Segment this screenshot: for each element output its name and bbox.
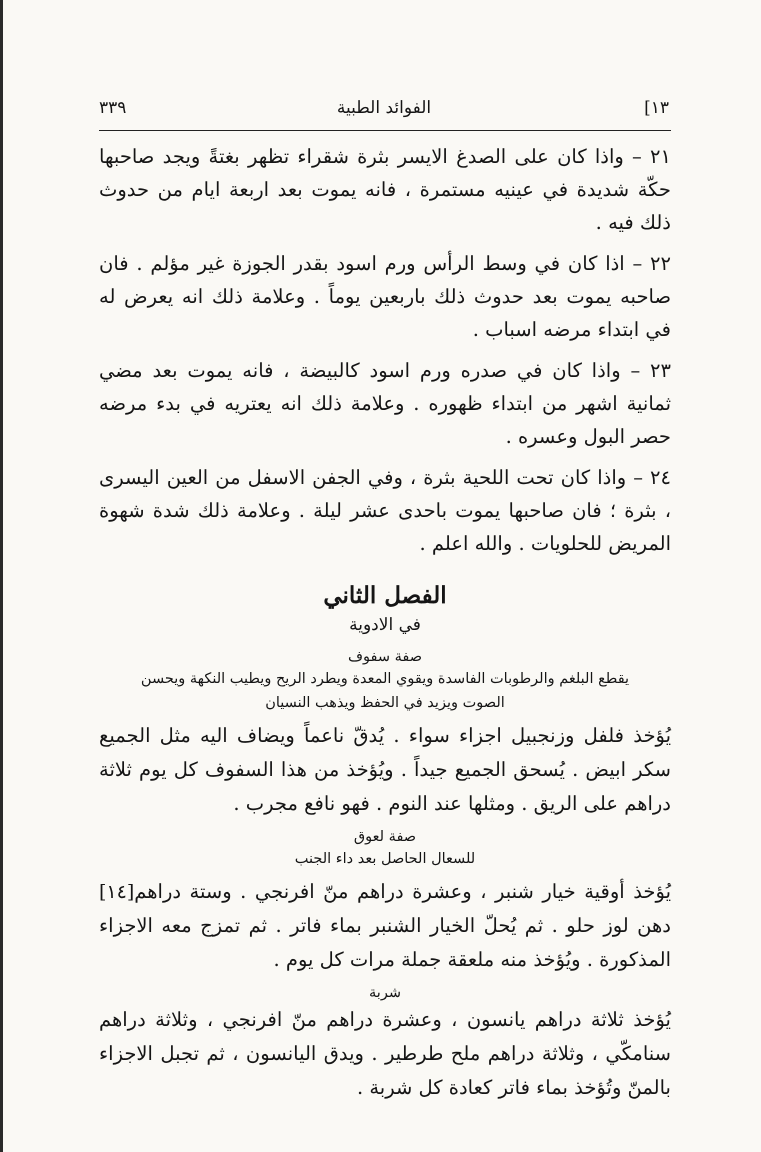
- recipe-title-laouq: صفة لعوق: [353, 829, 417, 845]
- page-reference: ١٣]: [644, 98, 669, 118]
- chapter-subtitle: في الادوية: [349, 615, 421, 635]
- page-number: ٣٣٩: [99, 98, 127, 118]
- paragraph-21: ٢١ – واذا كان على الصدغ الايسر بثرة شقراء تظهر بغتةً ويجد صاحبها حكّة شديدة في عينيه مستمرة ، فانه يموت بعد اربعة ايام من حدوث ذلك فيه .: [99, 145, 671, 234]
- recipe-text-laouq: [99, 875, 671, 977]
- recipe-title-sharba: شربة: [369, 985, 401, 1001]
- paragraph-23: ٢٣ – واذا كان في صدره ورم اسود كالبيضة ، فانه يموت بعد مضي ثمانية اشهر من ابتداء ظهوره . وعلامة ذلك انه يعتريه في بدء مرضه حصر البول وعسره .: [99, 359, 671, 448]
- recipe-text-safuf: يُؤخذ فلفل وزنجبيل اجزاء سواء . يُدقّ ناعماً ويضاف اليه مثل الجميع سكر ابيض . يُسحق الجميع جيداً . ويُؤخذ من هذا السفوف كل يوم ثلاثة دراهم على الريق . ومثلها عند النوم . فهو نافع مجرب .: [99, 724, 671, 815]
- recipe-title-safuf: صفة سفوف: [347, 649, 423, 665]
- recipe-note-safuf: يقطع البلغم والرطوبات الفاسدة ويقوي المعدة ويطرد الريح ويطيب النكهة ويحسن الصوت ويزيد في الحفظ ويذهب النسيان: [140, 671, 630, 711]
- running-title: الفوائد الطبية: [336, 98, 432, 118]
- page-body: [99, 140, 671, 1113]
- recipe-text-sharba: يُؤخذ ثلاثة دراهم يانسون ، وعشرة دراهم منّ افرنجي ، وثلاثة دراهم سنامكّي ، وثلاثة دراهم ملح طرطير . ويدق اليانسون ، ثم تجبل الاجزاء بالمنّ وتُؤخذ بماء فاتر كعادة كل شربة .: [99, 1008, 671, 1099]
- recipe-note-laouq: للسعال الحاصل بعد داء الجنب: [294, 851, 476, 867]
- running-header: [99, 98, 669, 128]
- paragraph-22: ٢٢ – اذا كان في وسط الرأس ورم اسود بقدر الجوزة غير مؤلم . فان صاحبه يموت بعد حدوث ذلك باربعين يوماً . وعلامة ذلك انه يعرض له في ابتداء مرضه اسباب .: [99, 252, 671, 341]
- recipe-text-laouq-body: يُؤخذ أوقية خيار شنبر ، وعشرة دراهم منّ افرنجي . وستة دراهم دهن لوز حلو . ثم يُحلّ الخيار الشنبر بماء فاتر . ثم تمزج معه الاجزاء المذكورة . ويُؤخذ منه ملعقة جملة مرات كل يوم .: [99, 880, 671, 971]
- paragraph-24: ٢٤ – واذا كان تحت اللحية بثرة ، وفي الجفن الاسفل من العين اليسرى ، بثرة ؛ فان صاحبها يموت باحدى عشر ليلة . وعلامة ذلك شدة شهوة المريض للحلويات . والله اعلم .: [99, 466, 671, 555]
- chapter-title: الفصل الثاني: [323, 582, 447, 609]
- header-rule: [99, 130, 671, 131]
- recipe-marker: [١٤]: [99, 881, 135, 903]
